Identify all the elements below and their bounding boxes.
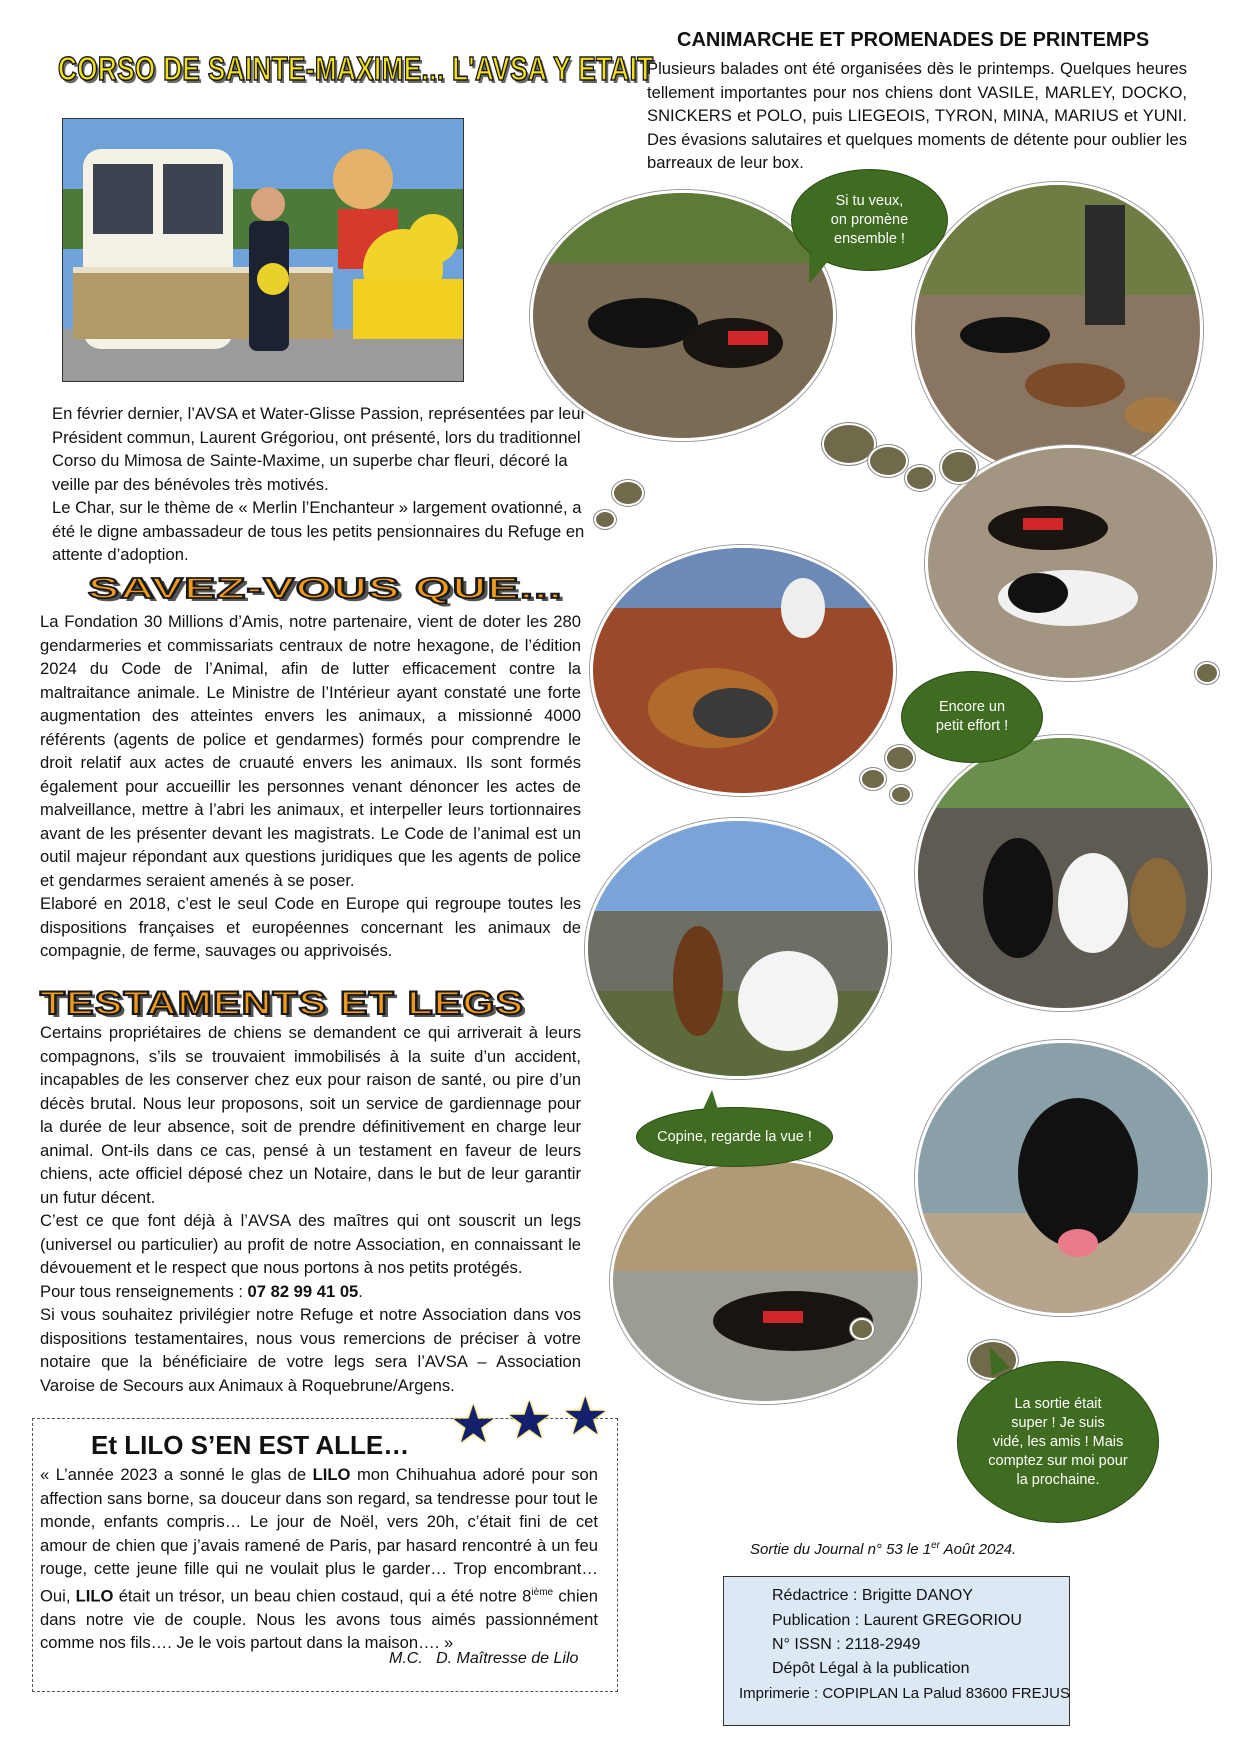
thought-dot: [860, 768, 886, 790]
lilo-name: LILO: [312, 1465, 351, 1484]
thought-dot: [1195, 662, 1219, 684]
walk-photo-7: [915, 1040, 1211, 1316]
stars: [450, 1388, 620, 1454]
walk-photo-1: [530, 190, 836, 441]
testaments-text: [40, 1021, 581, 1397]
thought-dot: [594, 510, 616, 529]
speech-bubble-1: Si tu veux, on promène ensemble !: [792, 170, 947, 270]
credits-printer: Imprimerie : COPIPLAN La Palud 83600 FREJUS: [739, 1685, 1070, 1702]
speech-tail-3: [700, 1090, 720, 1116]
thought-dot: [868, 445, 908, 477]
canimarche-title: CANIMARCHE ET PROMENADES DE PRINTEMPS: [677, 29, 1150, 51]
lilo-name: LILO: [75, 1586, 114, 1606]
corso-paragraph-1: En février dernier, l’AVSA et Water-Glisse Passion, représentées par leur Président commun, Laurent Grégoriou, ont présenté, lors du traditionnel Corso du Mimosa de Sainte-Maxime, un superbe char fleuri, décoré la veille par des bénévoles très motivés.: [52, 404, 586, 494]
corso-paragraph-2: Le Char, sur le thème de « Merlin l’Enchanteur » largement ovationné, a été le digne ambassadeur de tous les petits pensionnaires du Refuge en attente d’adoption.: [52, 498, 585, 564]
lilo-text: « L’année 2023 a sonné le glas de LILO mon Chihuahua adoré pour son affection sans borne, sa douceur dans son regard, sa tendresse pour tout le monde, enfants compris… Le jour de Noël, vers 20h, c’était fini de cet amour de chien que j’avais ramené de Paris, par hasard rencontré à un feu rouge, cette jeune fille qui ne voulait plus le garder… Trop encombrant… Oui, LILO était un trésor, un beau chien costaud, qui a été notre 8ième chien dans notre vie de couple. Nous les avons tous aimés passionnément comme nos fils…. Je le vois partout dans la maison…. »: [40, 1465, 599, 1653]
savez-paragraph-1: La Fondation 30 Millions d’Amis, notre partenaire, vient de doter les 280 gendarmeries et commissariats centraux de notre hexagone, de l’édition 2024 du Code de l’Animal, afin de lutter efficacement contre la maltraitance animale. Le Ministre de l’Intérieur ayant constaté une forte augmentation des atteintes envers les animaux, a missionné 4000 référents (agents de police et gendarmes) formés pour comprendre le droit relatif aux actes de cruauté envers les animaux. Ils sont formés également pour accueillir les personnes venant dénoncer les actes de malveillance, mettre à l’abri les animaux, et interpeller leurs tortionnaires avant de les présenter devant les magistrats. Le Code de l’animal est un outil majeur répondant aux questions juridiques que les agents de police et gendarmes seraient amenés à se poser.: [40, 612, 581, 890]
phone-number: 07 82 99 41 05: [247, 1281, 359, 1301]
walk-photo-2: [912, 182, 1203, 478]
corso-title: CORSO DE SAINTE-MAXIME... L'AVSA Y ETAIT: [58, 50, 654, 87]
thought-dot: [850, 1318, 874, 1340]
walk-photo-4: [590, 545, 896, 796]
savez-text: [40, 610, 581, 963]
savez-paragraph-2: Elaboré en 2018, c’est le seul Code en Europe qui regroupe toutes les dispositions françaises et européennes concernant les animaux de compagnie, de ferme, sauvages ou apprivoisés.: [40, 894, 581, 960]
walk-photo-5: [915, 735, 1211, 1011]
lilo-title: Et LILO S’EN EST ALLE…: [91, 1430, 410, 1460]
thought-dot: [940, 450, 978, 484]
star-icon: ★: [506, 1392, 553, 1450]
credits-issn: N° ISSN : 2118-2949: [772, 1636, 921, 1653]
star-icon: ★: [562, 1388, 609, 1446]
walk-photo-8: [610, 1158, 921, 1404]
thought-dot: [890, 785, 912, 804]
corso-photo: [62, 118, 464, 382]
thought-dot: [612, 480, 644, 506]
speech-bubble-4: La sortie était super ! Je suis vidé, les amis ! Mais comptez sur moi pour la prochaine.: [958, 1362, 1158, 1522]
testaments-paragraph-2: C’est ce que font déjà à l’AVSA des maîtres qui ont souscrit un legs (universel ou particulier) au profit de notre Association, en connaissant le dévouement et le respect que nous portons à nos petits protégés.: [40, 1211, 581, 1277]
canimarche-text: Plusieurs balades ont été organisées dès le printemps. Quelques heures tellement importantes pour nos chiens dont VASILE, MARLEY, DOCKO, SNICKERS et POLO, puis LIEGEOIS, TYRON, MINA, MARIUS et YUNI. Des évasions salutaires et quelques moments de détente pour oublier les barreaux de leur box.: [647, 59, 1187, 172]
credits-editor: Rédactrice : Brigitte DANOY: [772, 1587, 973, 1604]
thought-dot: [885, 745, 915, 771]
savez-title: SAVEZ-VOUS QUE...: [88, 572, 563, 605]
speech-bubble-2: Encore un petit effort !: [902, 672, 1042, 762]
star-icon: ★: [450, 1396, 497, 1454]
lilo-signature: M.C. D. Maîtresse de Lilo: [389, 1650, 579, 1667]
credits-publication: Publication : Laurent GREGORIOU: [772, 1612, 1022, 1629]
testaments-title: TESTAMENTS ET LEGS: [40, 985, 525, 1021]
testaments-paragraph-1: Certains propriétaires de chiens se demandent ce qui arriverait à leurs compagnons, s’ils se trouvaient immobilisés à la suite d’un accident, incapables de les conserver chez eux pour raison de santé, ou pire d’un décès brutal. Nous leur proposons, soit un service de gardiennage pour la durée de leur absence, soit de prendre définitivement en charge leur animal. Ont-ils dans ce cas, pensé à un testament en faveur de leurs chiens, acte officiel déposé chez un Notaire, dans le but de leur garantir un futur décent.: [40, 1023, 581, 1207]
journal-date: Sortie du Journal n° 53 le 1er Août 2024.: [750, 1540, 1017, 1558]
corso-photo-drawing: [63, 119, 463, 381]
thought-dot: [905, 465, 935, 491]
credits-legal: Dépôt Légal à la publication: [772, 1660, 970, 1677]
walk-photo-6: [585, 818, 891, 1079]
speech-bubble-3: Copine, regarde la vue !: [637, 1108, 832, 1166]
credits-box: [723, 1576, 1070, 1726]
corso-text: [52, 402, 592, 567]
testaments-info: Pour tous renseignements : 07 82 99 41 05.: [40, 1281, 363, 1301]
testaments-paragraph-3: Si vous souhaitez privilégier notre Refuge et notre Association dans vos dispositions testamentaires, nous vous remercions de préciser à votre notaire que la bénéficiaire de votre legs sera l’AVSA – Association Varoise de Secours aux Animaux à Roquebrune/Argens.: [40, 1305, 581, 1395]
